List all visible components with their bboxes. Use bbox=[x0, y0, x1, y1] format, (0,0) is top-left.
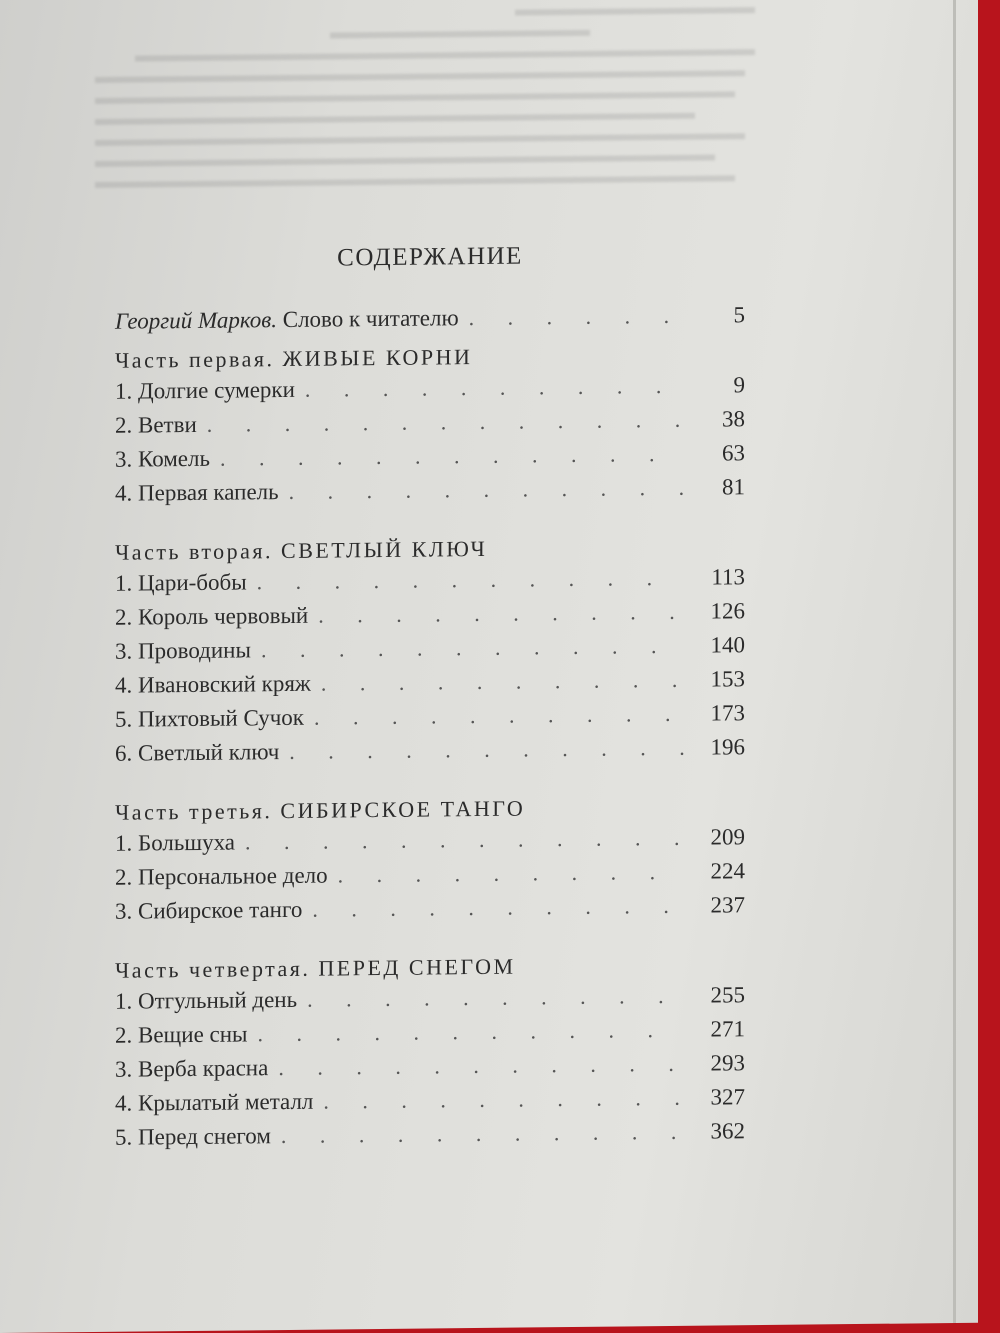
chapter-title: 2. Ветви bbox=[115, 411, 197, 438]
chapter-page: 209 bbox=[710, 824, 745, 850]
chapter-page: 63 bbox=[722, 440, 745, 466]
chapter-page: 153 bbox=[710, 666, 745, 692]
part-1-title: Часть первая. ЖИВЫЕ КОРНИ bbox=[115, 344, 473, 373]
toc-title: СОДЕРЖАНИЕ bbox=[337, 242, 523, 272]
chapter-title: 3. Проводины bbox=[115, 637, 251, 664]
chapter-page: 126 bbox=[710, 598, 745, 624]
chapter-page: 362 bbox=[710, 1118, 745, 1144]
chapter-title: 5. Перед снегом bbox=[115, 1123, 271, 1150]
dot-leader bbox=[245, 825, 685, 856]
dot-leader bbox=[289, 475, 685, 505]
chapter-page: 140 bbox=[710, 632, 745, 658]
chapter-title: 1. Долгие сумерки bbox=[115, 376, 295, 404]
chapter-page: 9 bbox=[733, 372, 745, 398]
dot-leader bbox=[307, 983, 685, 1013]
part-2-title: Часть вторая. СВЕТЛЫЙ КЛЮЧ bbox=[115, 535, 488, 565]
dot-leader bbox=[220, 441, 685, 472]
chapter-title: 2. Персональное дело bbox=[115, 862, 328, 890]
chapter-page: 224 bbox=[710, 858, 745, 884]
chapter-title: 4. Ивановский кряж bbox=[115, 670, 311, 698]
dot-leader bbox=[258, 1017, 686, 1047]
dot-leader bbox=[321, 667, 685, 697]
chapter-title: 4. Крылатый металл bbox=[115, 1088, 314, 1116]
toc-intro-label bbox=[115, 305, 459, 335]
chapter-title: 6. Светлый ключ bbox=[115, 739, 280, 766]
chapter-page: 38 bbox=[722, 406, 745, 432]
dot-leader bbox=[312, 893, 685, 923]
dot-leader bbox=[305, 373, 685, 403]
dot-leader bbox=[289, 735, 685, 765]
chapter-title: 1. Цари-бобы bbox=[115, 569, 247, 596]
chapter-title: 3. Сибирское танго bbox=[115, 896, 303, 924]
intro-author: Георгий Марков. bbox=[115, 307, 277, 334]
dot-leader bbox=[314, 701, 685, 731]
chapter-title: 1. Отгульный день bbox=[115, 986, 298, 1014]
chapter-page: 196 bbox=[710, 734, 745, 760]
chapter-title: 3. Верба красна bbox=[115, 1055, 269, 1082]
chapter-page: 255 bbox=[710, 982, 745, 1008]
chapter-page: 81 bbox=[722, 474, 745, 500]
chapter-page: 293 bbox=[710, 1050, 745, 1076]
part-4-title: Часть четвертая. ПЕРЕД СНЕГОМ bbox=[115, 953, 516, 983]
chapter-title: 3. Комель bbox=[115, 445, 210, 472]
chapter-title: 4. Первая капель bbox=[115, 479, 279, 506]
dot-leader bbox=[338, 859, 685, 889]
chapter-page: 327 bbox=[710, 1084, 745, 1110]
chapter-page: 173 bbox=[710, 700, 745, 726]
dot-leader bbox=[323, 1085, 685, 1115]
chapter-page: 113 bbox=[711, 564, 745, 590]
dot-leader bbox=[207, 407, 685, 438]
chapter-title: 5. Пихтовый Сучок bbox=[115, 704, 304, 732]
page-edge bbox=[953, 0, 956, 1323]
dot-leader bbox=[281, 1119, 685, 1149]
dot-leader bbox=[261, 633, 685, 663]
chapter-title: 2. Король червовый bbox=[115, 602, 309, 630]
chapter-page: 271 bbox=[710, 1016, 745, 1042]
chapter-title: 1. Большуха bbox=[115, 829, 235, 856]
chapter-title: 2. Вещие сны bbox=[115, 1021, 248, 1048]
dot-leader bbox=[278, 1051, 685, 1081]
dot-leader bbox=[257, 565, 685, 595]
show-through-text bbox=[95, 0, 775, 259]
table-of-contents bbox=[115, 302, 745, 1159]
chapter-page: 237 bbox=[710, 892, 745, 918]
dot-leader bbox=[469, 303, 685, 331]
intro-page: 5 bbox=[733, 302, 745, 328]
part-3-title: Часть третья. СИБИРСКОЕ ТАНГО bbox=[115, 795, 526, 825]
intro-title: Слово к читателю bbox=[282, 305, 459, 333]
dot-leader bbox=[318, 599, 685, 629]
chapter-row bbox=[115, 1118, 745, 1159]
